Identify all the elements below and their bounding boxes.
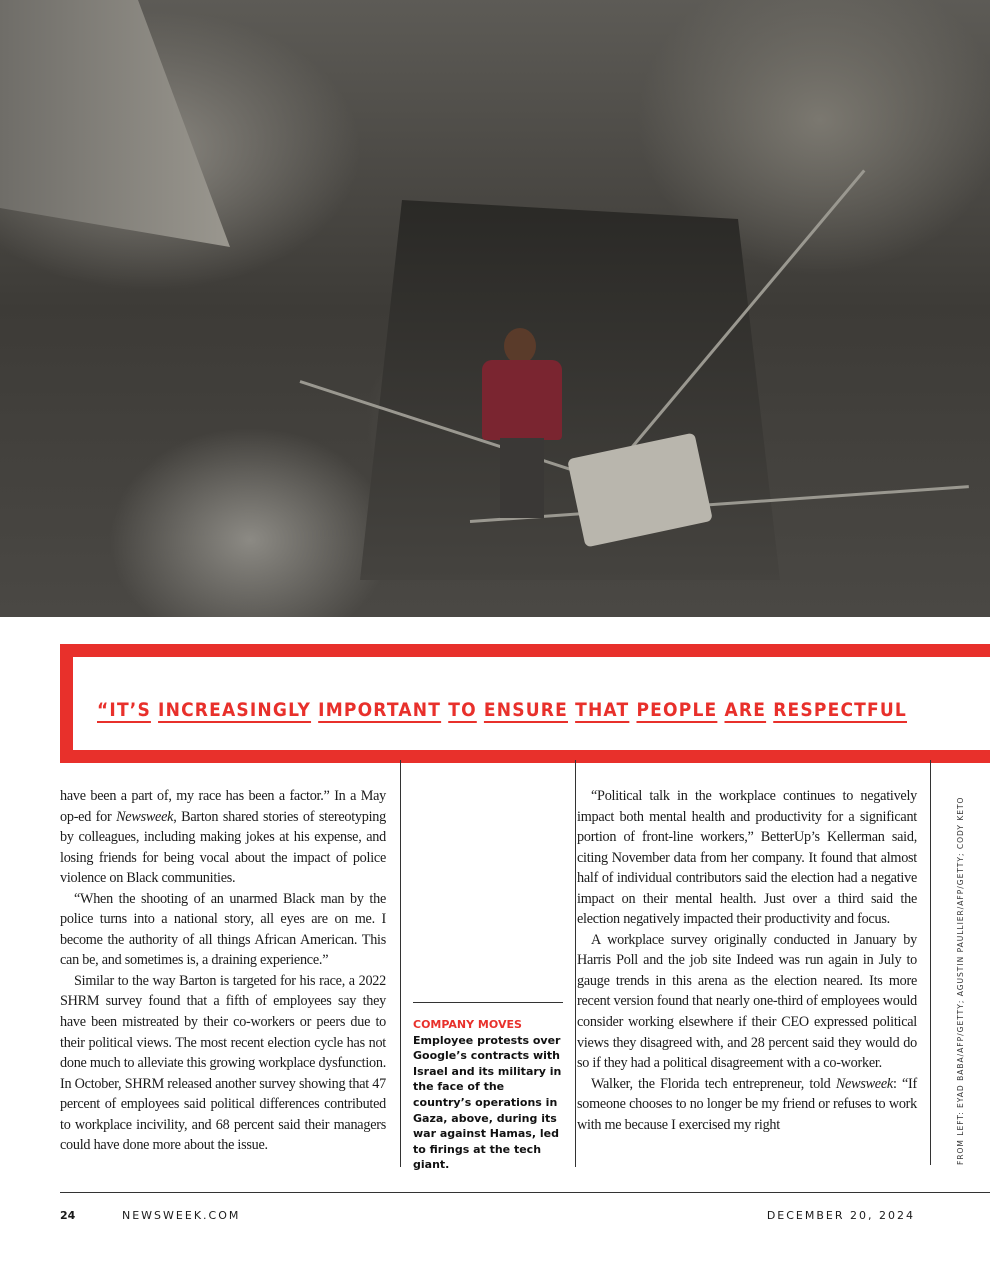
- caption-text: Employee protests over Google’s contracts with Israel and its military in the face of the country’s operations in Gaza, above, during its war against Hamas, led to firings at the tech giant.: [413, 1033, 562, 1172]
- article-column-left: [60, 786, 386, 1156]
- column-divider: [575, 760, 576, 1167]
- footer-rule: [60, 1192, 990, 1193]
- credit-divider: [930, 760, 931, 1165]
- page-number: 24: [60, 1209, 76, 1222]
- paragraph: have been a part of, my race has been a factor.” In a May op-ed for Newsweek, Barton shared stories of stereotyping by colleagues, including making jokes at his expense, and losing friends for being vocal about the impact of police violence on Black communities.: [60, 788, 386, 887]
- pull-quote-word: RESPECTFUL: [773, 699, 907, 721]
- pull-quote-word: ARE: [724, 699, 767, 721]
- photo-caption: [413, 1002, 563, 1173]
- pull-quote-word: ENSURE: [483, 699, 568, 721]
- paragraph: A workplace survey originally conducted in January by Harris Poll and the job site Indeed was run again in July to gauge trends in this arena as the election neared. Its more recent version found that nearly one-third of employees would consider working elsewhere if their CEO expressed political views they disagreed with, and 28 percent said they would do so if they had a political disagreement with a co-worker.: [577, 931, 917, 1072]
- article-column-right: [577, 786, 917, 1135]
- rubble-photo: [0, 0, 990, 617]
- photo-wall: [0, 0, 230, 260]
- pull-quote-word: PEOPLE: [636, 699, 718, 721]
- pull-quote-word: TO: [448, 699, 477, 721]
- pull-quote-word: “IT’S: [97, 699, 151, 721]
- paragraph: Walker, the Florida tech entrepreneur, told Newsweek: “If someone chooses to no longer be my friend or refuses to work with me because I exercised my right: [577, 1075, 917, 1133]
- column-divider: [400, 760, 401, 1167]
- photo-shaft: [360, 200, 780, 580]
- paragraph: Similar to the way Barton is targeted for his race, a 2022 SHRM survey found that a fifth of employees say they have been mistreated by their co-workers or peers due to their political views. The most recent election cycle has not done much to alleviate this growing workplace dysfunction. In October, SHRM released another survey showing that 47 percent of employees said political differences contributed to workplace incivility, and 68 percent said their managers could have done more about the issue.: [60, 972, 386, 1154]
- paragraph: “When the shooting of an unarmed Black man by the police turns into a national story, all eyes are on me. I become the authority of all things African American. This can be, and sometimes is, a draining experience.”: [60, 890, 386, 969]
- paragraph: “Political talk in the workplace continues to negatively impact both mental health and productivity for a significant portion of front-line workers,” BetterUp’s Kellerman said, citing November data from her company. It found that almost half of individual contributors said the election had a negative impact on their mental health. Just over a third said the election negatively impacted their productivity and focus.: [577, 788, 917, 928]
- pull-quote-word: IMPORTANT: [318, 699, 442, 721]
- footer-site: NEWSWEEK.COM: [122, 1209, 241, 1222]
- pull-quote-text: [97, 699, 907, 721]
- footer-date: DECEMBER 20, 2024: [766, 1209, 915, 1222]
- pull-quote-word: INCREASINGLY: [158, 699, 312, 721]
- photo-person: [478, 328, 568, 518]
- pull-quote: [60, 644, 990, 763]
- photo-credit: FROM LEFT: EYAD BABA/AFP/GETTY; AGUSTIN PAULLIER/AFP/GETTY; CODY KETO: [956, 796, 965, 1165]
- caption-kicker: COMPANY MOVES: [413, 1018, 522, 1031]
- pull-quote-word: THAT: [575, 699, 630, 721]
